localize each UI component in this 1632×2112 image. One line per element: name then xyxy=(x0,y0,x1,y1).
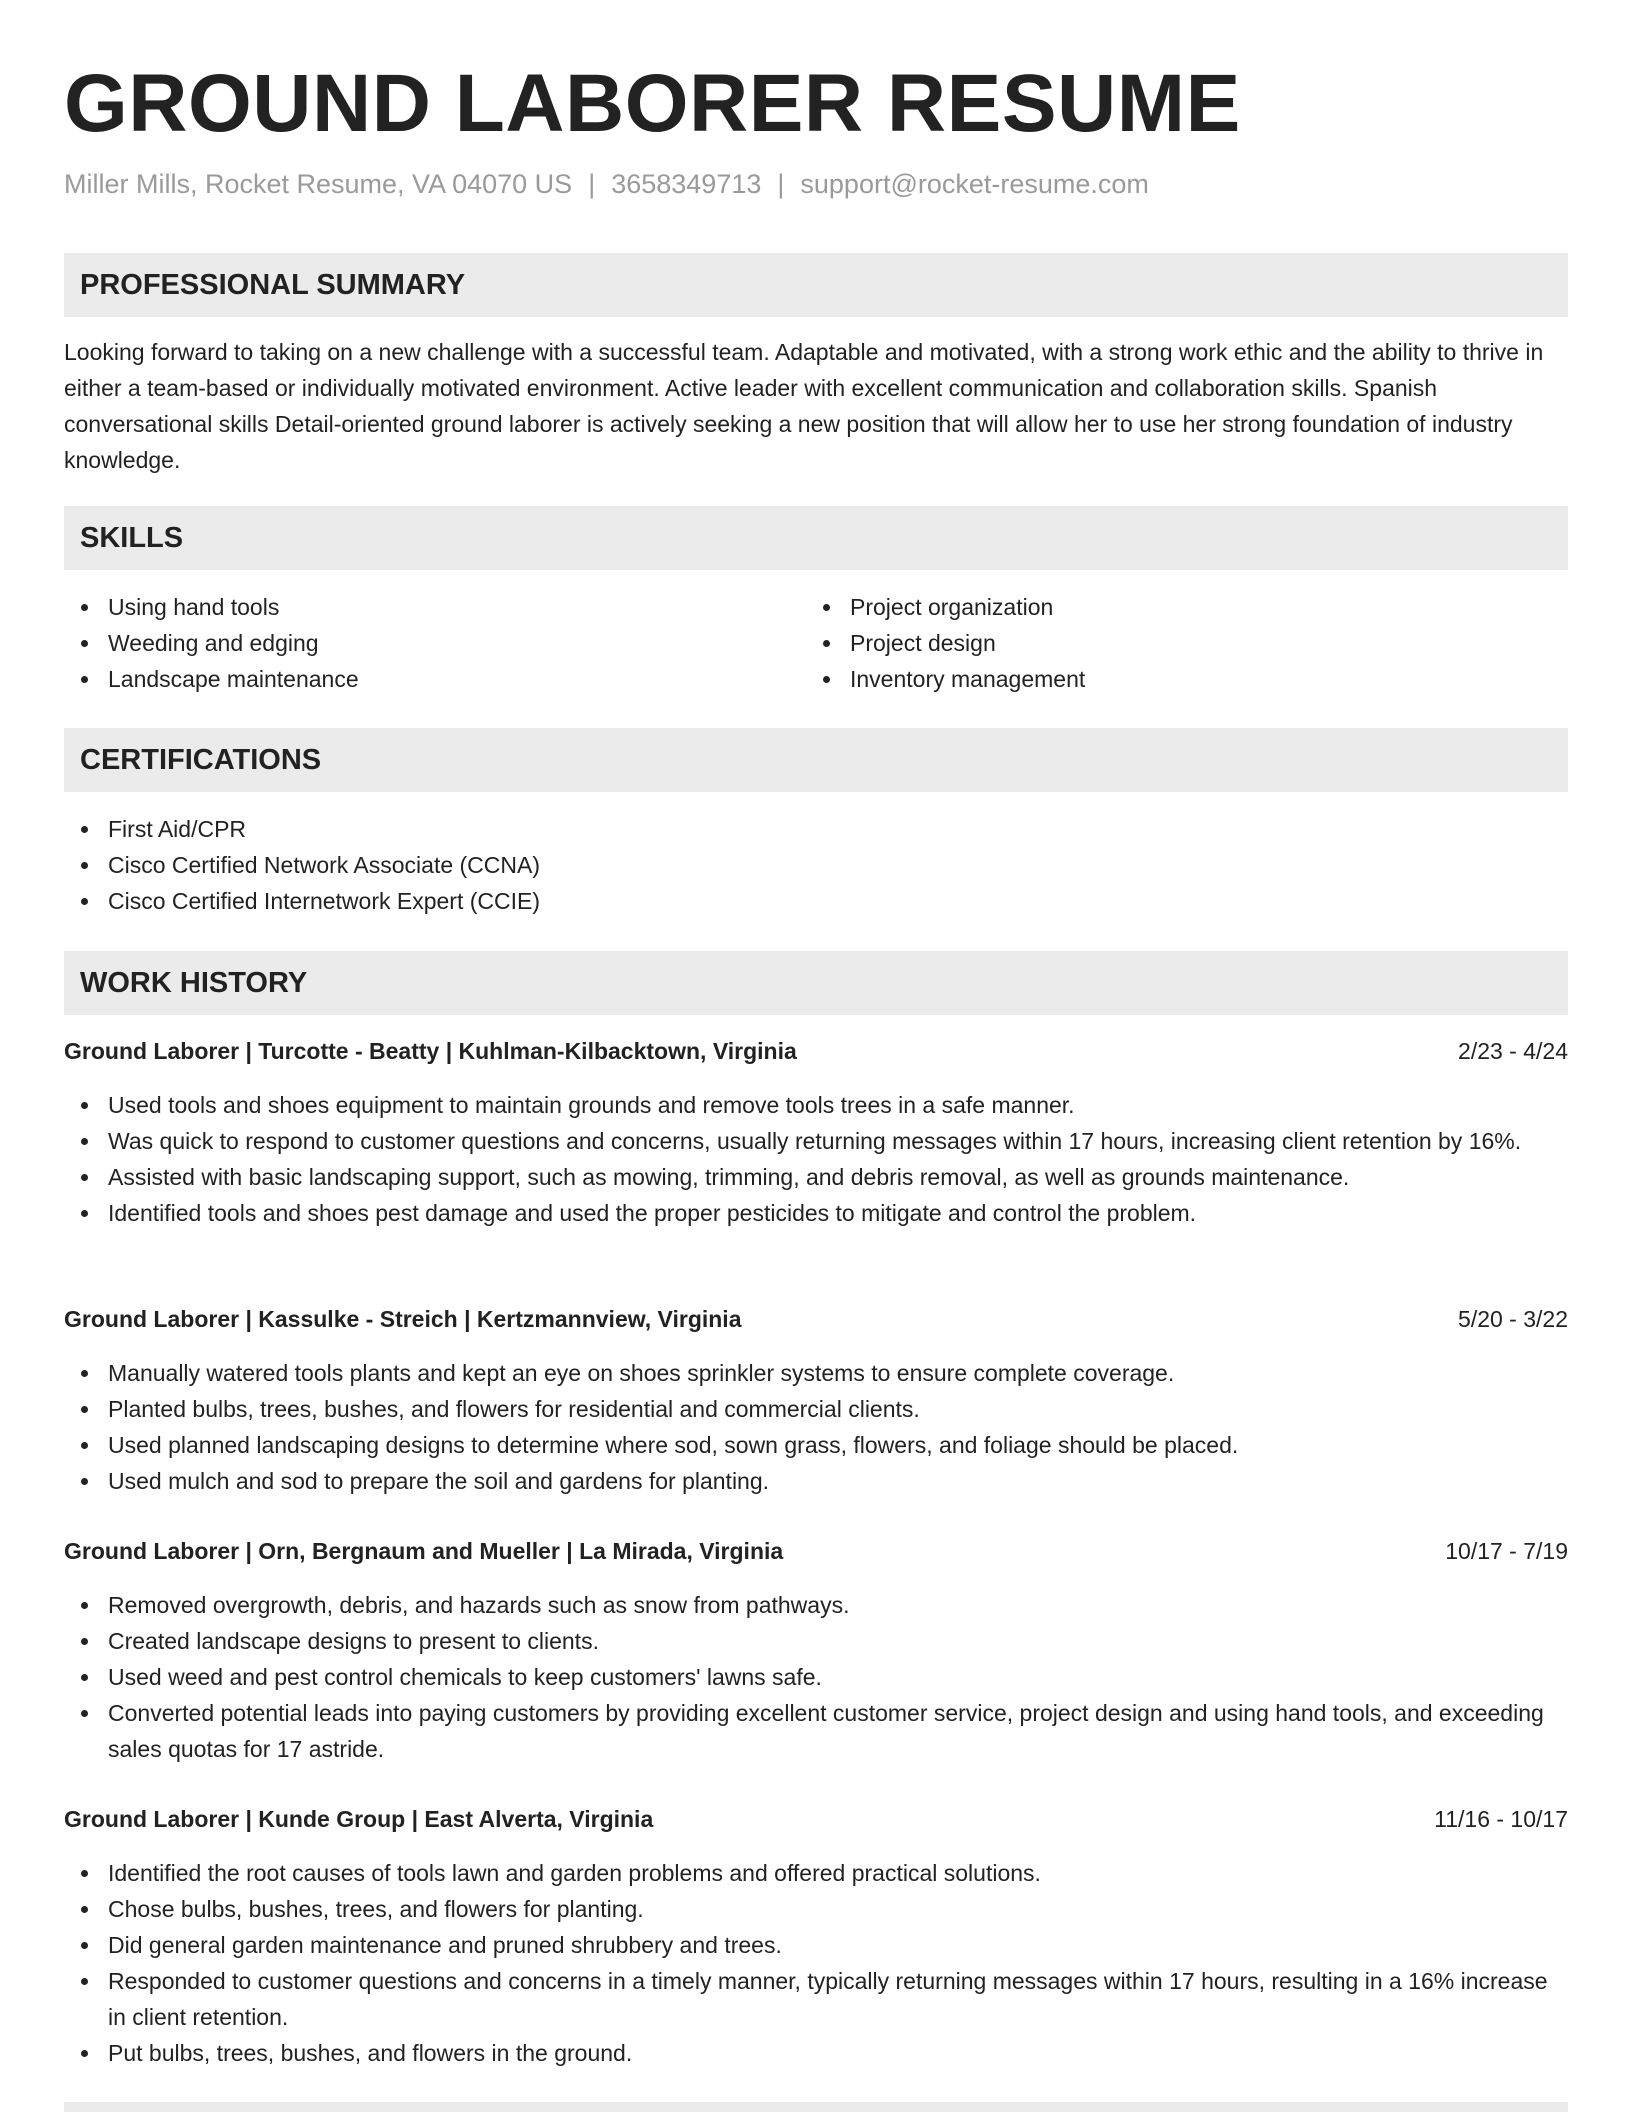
job-dates: 5/20 - 3/22 xyxy=(1458,1306,1568,1332)
contact-line xyxy=(64,166,1149,202)
skills-column-right xyxy=(806,589,1506,697)
section-header-summary: PROFESSIONAL SUMMARY xyxy=(64,253,1568,317)
job-bullet: Used tools and shoes equipment to maintain grounds and remove tools trees in a safe manner. xyxy=(64,1087,1568,1123)
job-bullet: Was quick to respond to customer questions and concerns, usually returning messages within 17 hours, increasing client retention by 16%. xyxy=(64,1123,1568,1159)
job-bullet: Put bulbs, trees, bushes, and flowers in the ground. xyxy=(64,2035,1568,2071)
skills-list-left xyxy=(64,589,764,697)
job-bullet: Identified tools and shoes pest damage and used the proper pesticides to mitigate and control the problem. xyxy=(64,1195,1568,1231)
next-section-header-edge xyxy=(64,2102,1568,2112)
skills-column-left xyxy=(64,589,764,697)
section-header-certifications: CERTIFICATIONS xyxy=(64,728,1568,792)
summary-text: Looking forward to taking on a new challenge with a successful team. Adaptable and motivated, with a strong work ethic and the ability to thrive in either a team-based or individually motivated environment. Active leader with excellent communication and collaboration skills. Spanish conversational skills Detail-oriented ground laborer is actively seeking a new position that will allow her to use her strong foundation of industry knowledge. xyxy=(64,339,1544,473)
job-title: Ground Laborer | Kassulke - Streich | Kertzmannview, Virginia xyxy=(64,1306,742,1332)
skill-item: Project organization xyxy=(806,589,1506,625)
job-title: Ground Laborer | Orn, Bergnaum and Mueller | La Mirada, Virginia xyxy=(64,1538,784,1564)
job-bullet: Used planned landscaping designs to determine where sod, sown grass, flowers, and foliage should be placed. xyxy=(64,1427,1568,1463)
job-bullet: Assisted with basic landscaping support, such as mowing, trimming, and debris removal, as well as grounds maintenance. xyxy=(64,1159,1568,1195)
job-bullets xyxy=(64,1355,1568,1499)
skill-item: Using hand tools xyxy=(64,589,764,625)
job-header xyxy=(64,1533,1568,1569)
job-header xyxy=(64,1033,1568,1069)
skills-list-right xyxy=(806,589,1506,697)
job-bullet: Did general garden maintenance and pruned shrubbery and trees. xyxy=(64,1927,1568,1963)
job-bullet: Responded to customer questions and concerns in a timely manner, typically returning messages within 17 hours, resulting in a 16% increase in client retention. xyxy=(64,1963,1568,2035)
job-bullet: Converted potential leads into paying customers by providing excellent customer service, project design and using hand tools, and exceeding sales quotas for 17 astride. xyxy=(64,1695,1568,1767)
section-header-skills: SKILLS xyxy=(64,506,1568,570)
job-header xyxy=(64,1801,1568,1837)
job-bullet: Planted bulbs, trees, bushes, and flowers for residential and commercial clients. xyxy=(64,1391,1568,1427)
certification-item: Cisco Certified Network Associate (CCNA) xyxy=(64,847,1568,883)
job-bullet: Removed overgrowth, debris, and hazards such as snow from pathways. xyxy=(64,1587,1568,1623)
job-bullets xyxy=(64,1587,1568,1767)
job-bullets xyxy=(64,1855,1568,2071)
job-bullet: Used weed and pest control chemicals to keep customers' lawns safe. xyxy=(64,1659,1568,1695)
job-bullet: Manually watered tools plants and kept an eye on shoes sprinkler systems to ensure complete coverage. xyxy=(64,1355,1568,1391)
job-entry xyxy=(64,1301,1568,1499)
section-header-work-history: WORK HISTORY xyxy=(64,951,1568,1015)
job-entry xyxy=(64,1801,1568,2071)
job-header xyxy=(64,1301,1568,1337)
skill-item: Landscape maintenance xyxy=(64,661,764,697)
resume-title: GROUND LABORER RESUME xyxy=(64,58,1241,149)
contact-phone: 3658349713 xyxy=(611,169,762,199)
skill-item: Inventory management xyxy=(806,661,1506,697)
certifications-list xyxy=(64,811,1568,919)
skill-item: Weeding and edging xyxy=(64,625,764,661)
job-entry xyxy=(64,1033,1568,1231)
job-bullets xyxy=(64,1087,1568,1231)
job-bullet: Chose bulbs, bushes, trees, and flowers for planting. xyxy=(64,1891,1568,1927)
contact-email: support@rocket-resume.com xyxy=(800,169,1149,199)
job-bullet: Used mulch and sod to prepare the soil and gardens for planting. xyxy=(64,1463,1568,1499)
job-title: Ground Laborer | Kunde Group | East Alverta, Virginia xyxy=(64,1806,654,1832)
contact-address: Miller Mills, Rocket Resume, VA 04070 US xyxy=(64,169,573,199)
certification-item: Cisco Certified Internetwork Expert (CCIE) xyxy=(64,883,1568,919)
job-bullet: Created landscape designs to present to clients. xyxy=(64,1623,1568,1659)
job-dates: 11/16 - 10/17 xyxy=(1434,1806,1568,1832)
job-dates: 10/17 - 7/19 xyxy=(1445,1538,1568,1564)
job-entry xyxy=(64,1533,1568,1767)
contact-separator: | xyxy=(777,169,785,199)
job-bullet: Identified the root causes of tools lawn and garden problems and offered practical solutions. xyxy=(64,1855,1568,1891)
job-dates: 2/23 - 4/24 xyxy=(1458,1038,1568,1064)
contact-separator: | xyxy=(588,169,596,199)
certification-item: First Aid/CPR xyxy=(64,811,1568,847)
skill-item: Project design xyxy=(806,625,1506,661)
job-title: Ground Laborer | Turcotte - Beatty | Kuhlman-Kilbacktown, Virginia xyxy=(64,1038,797,1064)
